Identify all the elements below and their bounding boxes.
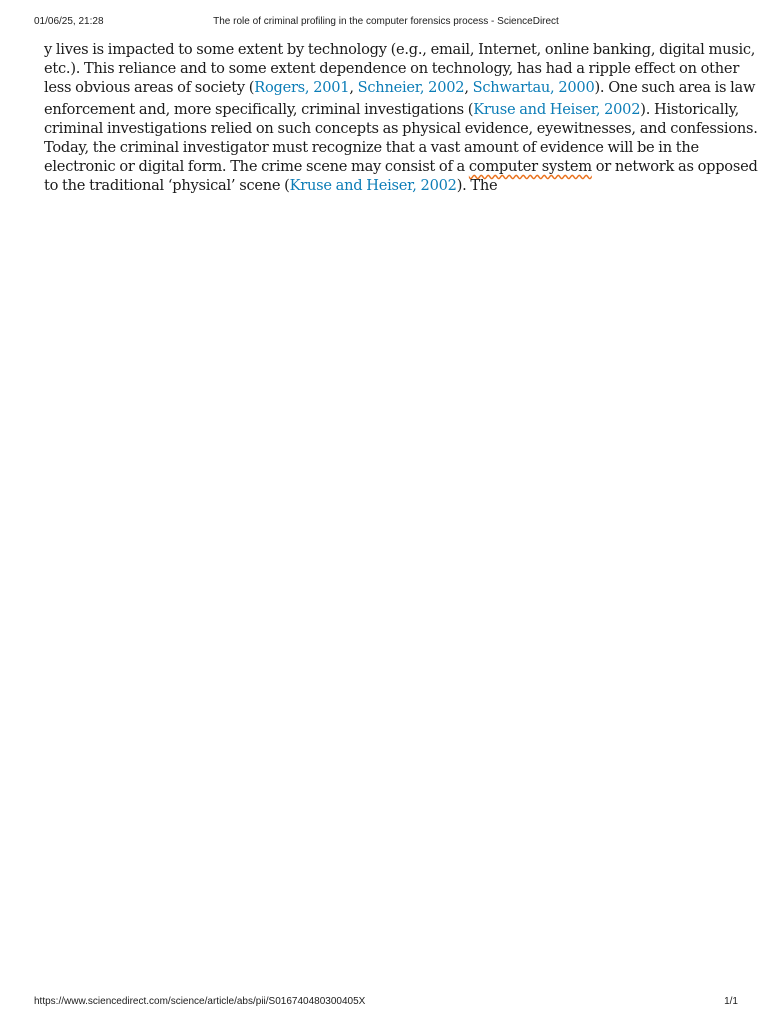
body-text: Today, the criminal investigator must recognize that a vast amount of evidence will be in the [44, 139, 699, 156]
body-line [44, 138, 734, 157]
reference-link-rogers-2001[interactable]: Rogers, 2001 [254, 79, 350, 96]
body-text: etc.). This reliance and to some extent dependence on technology, has had a ripple effect on other [44, 60, 740, 77]
article-body-text [44, 40, 758, 195]
document-title: The role of criminal profiling in the computer forensics process - ScienceDirect [213, 16, 559, 27]
body-text: ). Historically, [640, 101, 740, 118]
body-text: or network as opposed [591, 158, 758, 175]
reference-link-kruse-heiser-2002[interactable]: Kruse and Heiser, 2002 [473, 101, 641, 118]
body-line [44, 176, 734, 195]
topic-link-computer-system[interactable]: computer system [468, 158, 592, 175]
body-text: enforcement and, more specifically, criminal investigations ( [44, 101, 474, 118]
body-text: ). The [456, 177, 498, 194]
body-text: y lives is impacted to some extent by technology (e.g., email, Internet, online banking, digital music, [44, 41, 756, 58]
body-line [44, 40, 756, 59]
body-line [44, 100, 740, 119]
reference-link-schneier-2002[interactable]: Schneier, 2002 [357, 79, 465, 96]
page-number: 1/1 [724, 996, 738, 1007]
body-line [44, 119, 758, 138]
print-footer [34, 996, 738, 1010]
reference-link-kruse-heiser-2002[interactable]: Kruse and Heiser, 2002 [289, 177, 457, 194]
body-text: , [349, 79, 358, 96]
body-text: electronic or digital form. The crime scene may consist of a [44, 158, 469, 175]
print-header [34, 16, 738, 30]
body-text: to the traditional ‘physical’ scene ( [44, 177, 290, 194]
body-text: less obvious areas of society ( [44, 79, 255, 96]
body-text: criminal investigations relied on such concepts as physical evidence, eyewitnesses, and confessions. [44, 120, 758, 137]
body-text: ). One such area is law [594, 79, 756, 96]
body-line [44, 157, 758, 176]
body-line [44, 78, 756, 97]
reference-link-schwartau-2000[interactable]: Schwartau, 2000 [472, 79, 595, 96]
body-line [44, 59, 740, 78]
print-datetime: 01/06/25, 21:28 [34, 16, 104, 27]
body-text: , [464, 79, 473, 96]
page-url: https://www.sciencedirect.com/science/article/abs/pii/S016740480300405X [34, 996, 366, 1007]
